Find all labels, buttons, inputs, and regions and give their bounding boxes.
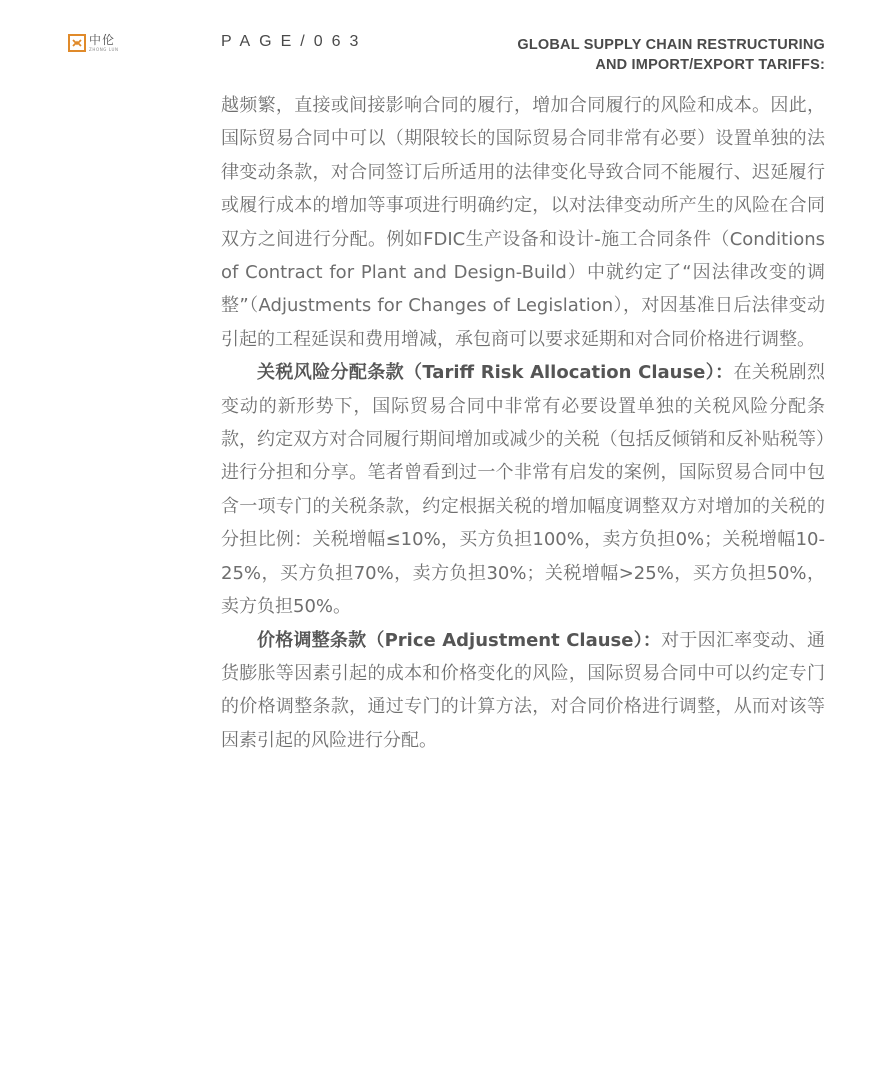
company-logo	[68, 34, 119, 52]
logo-chinese-text: 中伦	[89, 33, 116, 47]
price-adjustment-text: 对于因汇率变动、通货膨胀等因素引起的成本和价格变化的风险，国际贸易合同中可以约定专门的价格调整条款，通过专门的计算方法，对合同价格进行调整，从而对该等因素引起的风险进行分配。	[221, 629, 826, 751]
running-title	[517, 35, 825, 75]
article-body	[221, 89, 825, 757]
running-title-line-2: AND IMPORT/EXPORT TARIFFS:	[595, 57, 825, 73]
running-title-line-1: GLOBAL SUPPLY CHAIN RESTRUCTURING	[517, 37, 825, 53]
tariff-risk-text: 在关税剧烈变动的新形势下，国际贸易合同中非常有必要设置单独的关税风险分配条款，约定双方对合同履行期间增加或减少的关税（包括反倾销和反补贴税等）进行分担和分享。笔者曾看到过一个非常有启发的案例，国际贸易合同中包含一项专门的关税条款，约定根据关税的增加幅度调整双方对增加的关税的分担比例：关税增幅≤10%，买方负担100%，卖方负担0%；关税增幅10-25%，买方负担70%，卖方负担30%；关税增幅>25%，买方负担50%，卖方负担50%。	[221, 362, 826, 618]
paragraph-tariff-risk	[221, 356, 825, 623]
paragraph-legal-change: 越频繁，直接或间接影响合同的履行，增加合同履行的风险和成本。因此，国际贸易合同中可以（期限较长的国际贸易合同非常有必要）设置单独的法律变动条款，对合同签订后所适用的法律变化导致合同不能履行、迟延履行或履行成本的增加等事项进行明确约定，以对法律变动所产生的风险在合同双方之间进行分配。例如FDIC生产设备和设计-施工合同条件（Conditions of Contract for Plant and Design-Build）中就约定了“因法律改变的调整”（Adjustments for Changes of Legislation），对因基准日后法律变动引起的工程延误和费用增减，承包商可以要求延期和对合同价格进行调整。	[221, 95, 825, 350]
logo-mark-icon	[68, 34, 86, 52]
logo-english-text: ZHONG LUN	[89, 47, 119, 52]
tariff-risk-heading: 关税风险分配条款（Tariff Risk Allocation Clause）：	[257, 362, 734, 384]
paragraph-price-adjustment	[221, 624, 825, 758]
page-number: PAGE/063	[221, 33, 368, 50]
price-adjustment-heading: 价格调整条款（Price Adjustment Clause）：	[257, 629, 662, 651]
